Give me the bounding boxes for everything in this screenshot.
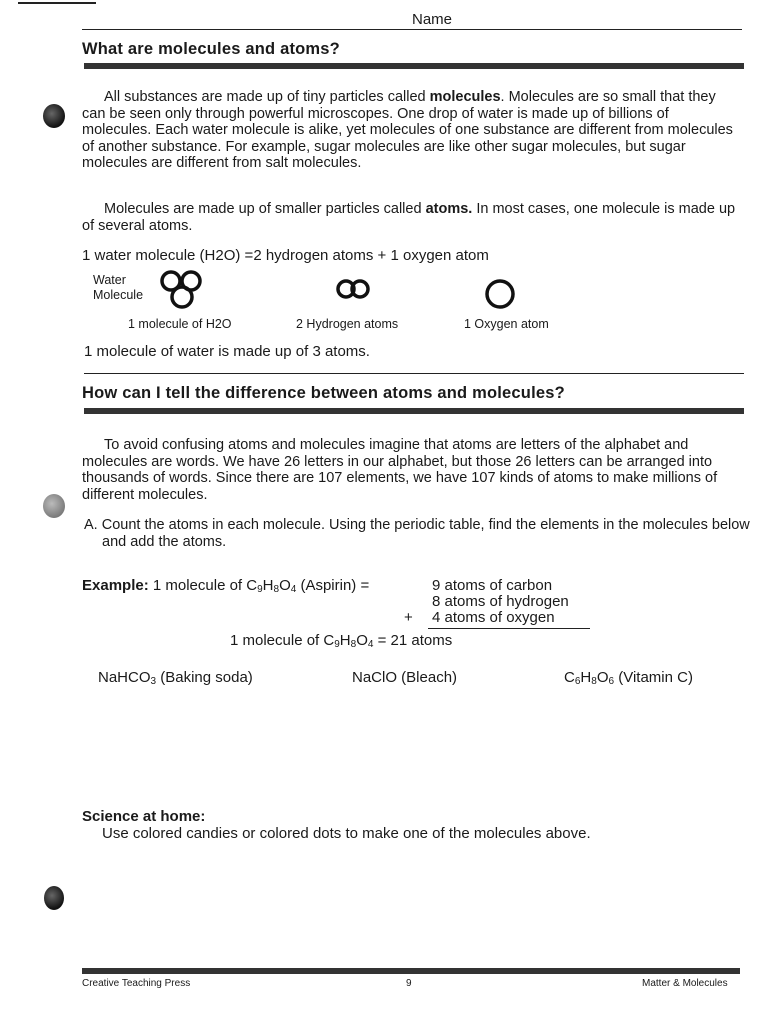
section1-paragraph-1 <box>82 89 742 172</box>
exercise-bleach: NaClO (Bleach) <box>352 669 458 686</box>
footer-publisher: Creative Teaching Press <box>82 978 191 989</box>
example-label: Example: <box>82 577 149 594</box>
section2-top-line <box>84 373 744 374</box>
home-title: Science at home: <box>82 808 206 825</box>
name-label: Name <box>412 11 453 28</box>
footer-page-number: 9 <box>406 978 412 989</box>
para1-bold: molecules <box>429 89 501 105</box>
example-line-oxygen: 4 atoms of oxygen <box>432 609 555 626</box>
exercise-1-formula: NaHCO <box>98 669 151 686</box>
para2-bold: atoms. <box>425 201 473 217</box>
caption-hydrogen: 2 Hydrogen atoms <box>296 317 399 331</box>
footer-rule <box>82 968 740 974</box>
footer-title: Matter & Molecules <box>642 978 728 989</box>
oxygen-atom-icon <box>482 276 518 312</box>
para2-text-a: Molecules are made up of smaller particles called <box>104 201 426 217</box>
example-line-hydrogen: 8 atoms of hydrogen <box>432 593 569 610</box>
water-conclusion: 1 molecule of water is made up of 3 atoms. <box>84 343 370 360</box>
example-total-prefix: 1 molecule of C <box>230 632 335 649</box>
home-text: Use colored candies or colored dots to make one of the molecules above. <box>102 825 591 842</box>
section1-title: What are molecules and atoms? <box>82 40 340 58</box>
exercise-baking-soda <box>98 669 253 687</box>
water-equation: 1 water molecule (H2O) =2 hydrogen atoms + 1 oxygen atom <box>82 247 489 264</box>
exercise-3-h: H <box>580 669 592 686</box>
water-molecule-icon <box>150 266 220 314</box>
example-line-carbon: 9 atoms of carbon <box>432 577 553 594</box>
example-lhs <box>82 577 369 595</box>
section2-text: To avoid confusing atoms and molecules imagine that atoms are letters of the alphabet and molecules are words. We have 26 letters in our alphabet, but those 26 letters can be arranged into thousands of words. Since there are 107 elements, we have 107 kinds of atoms to make millions of different molecules. <box>82 437 718 503</box>
exercise-3-c: C <box>564 669 575 686</box>
hydrogen-atoms-icon <box>332 276 376 302</box>
example-sum-line <box>428 628 590 629</box>
caption-molecule: 1 molecule of H2O <box>128 317 232 331</box>
instruction-a: A. Count the atoms in each molecule. Using the periodic table, find the elements in the molecules below and add the atoms. <box>84 517 750 550</box>
exercise-1-name: (Baking soda) <box>156 669 253 686</box>
example-plus: + <box>404 609 413 626</box>
example-total-suffix: = 21 atoms <box>373 632 453 649</box>
section1-paragraph-2 <box>82 201 742 234</box>
diagram-label-water: Water <box>93 273 126 287</box>
name-underline <box>82 29 742 30</box>
section1-rule <box>84 63 744 69</box>
diagram-label-molecule: Molecule <box>93 288 144 302</box>
section2-rule <box>84 408 744 414</box>
example-lhs-suffix: (Aspirin) = <box>296 577 370 594</box>
binder-hole-1 <box>43 104 65 128</box>
exercise-vitamin-c: $C_6H_8O_6$ (Vitamin C) <box>564 669 693 687</box>
para2-text-c: In most cases, one molecule is made up of several atoms. <box>82 201 736 234</box>
para1-text-c: . Molecules are so small that they can be seen only through powerful microscopes. One drop of water is made up of billions of molecules. Each water molecule is alike, yet molecules of one substance are different from molecules of another substance. For example, sugar molecules are like other sugar molecules, but sugar molecules are different from salt molecules. <box>82 89 733 171</box>
example-lhs-formula: $_9H_8O_4$ <box>257 577 297 595</box>
top-edge-line <box>18 2 96 4</box>
example-total <box>230 632 452 650</box>
section2-title: How can I tell the difference between atoms and molecules? <box>82 384 565 402</box>
para1-text-a: All substances are made up of tiny particles called <box>104 89 430 105</box>
exercise-1-subscript: 3 <box>150 676 157 687</box>
example-total-formula: $_9H_8O_4$ <box>334 632 374 650</box>
caption-oxygen: 1 Oxygen atom <box>464 317 549 331</box>
example-lhs-prefix: 1 molecule of C <box>148 577 258 594</box>
binder-hole-2 <box>43 494 65 518</box>
exercise-3-name: (Vitamin C) <box>614 669 693 686</box>
binder-hole-3 <box>44 886 64 910</box>
section2-paragraph <box>82 437 742 503</box>
exercise-3-o: O <box>596 669 609 686</box>
